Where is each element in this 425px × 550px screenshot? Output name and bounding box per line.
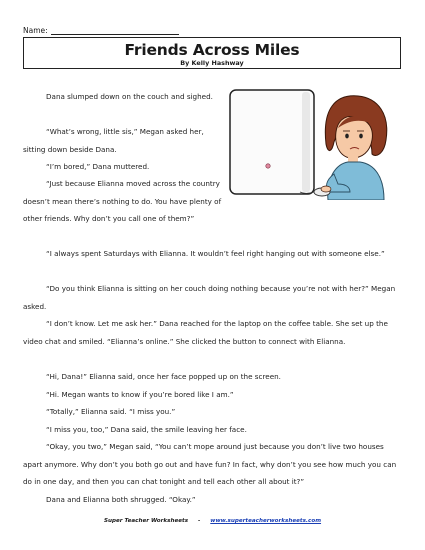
story-paragraph: Dana and Elianna both shrugged. “Okay.” <box>46 495 196 504</box>
story-paragraph: “Hi. Megan wants to know if you’re bored like I am.” <box>46 390 234 399</box>
footer-separator: - <box>198 518 201 524</box>
byline: By Kelly Hashway <box>180 59 244 67</box>
story-paragraph: “Totally,” Elianna said. “I miss you.” <box>46 407 176 416</box>
page-title: Friends Across Miles <box>124 41 300 59</box>
story-paragraph: “I don’t know. Let me ask her.” Dana reached for the laptop on the coffee table. She set up the video chat and smiled. “Elianna’s online.” She clicked the button to connect with Elianna. <box>23 319 388 346</box>
footer-url-link[interactable]: www.superteacherworksheets.com <box>210 518 322 524</box>
story-paragraph: “I’m bored,” Dana muttered. <box>46 162 150 171</box>
story-paragraph: “I always spent Saturdays with Elianna. It wouldn’t feel right hanging out with someone else.” <box>46 249 385 258</box>
story-paragraph: “Okay, you two,” Megan said, “You can’t mope around just because you don’t live two houses apart anymore. Why don’t you both go out and have fun? In fact, why don’t you see how much you can do in one day, and then you can chat tonight and tell each other all about it?” <box>23 442 397 486</box>
story-paragraph: “What’s wrong, little sis,” Megan asked her, sitting down beside Dana. <box>23 127 204 154</box>
story-paragraph: “Hi, Dana!” Elianna said, once her face popped up on the screen. <box>46 372 281 381</box>
story-paragraph: “Do you think Elianna is sitting on her couch doing nothing because you’re not with her?” Megan asked. <box>23 284 396 311</box>
footer <box>0 518 425 524</box>
name-label: Name: <box>23 26 48 35</box>
story-paragraph: “I miss you, too,” Dana said, the smile leaving her face. <box>46 425 247 434</box>
footer-brand: Super Teacher Worksheets <box>103 518 189 524</box>
story-paragraph: Dana slumped down on the couch and sighed. <box>46 92 213 101</box>
story-paragraph: “Just because Elianna moved across the country doesn’t mean there’s nothing to do. You have plenty of other friends. Why don’t you call one of them?” <box>23 179 222 223</box>
